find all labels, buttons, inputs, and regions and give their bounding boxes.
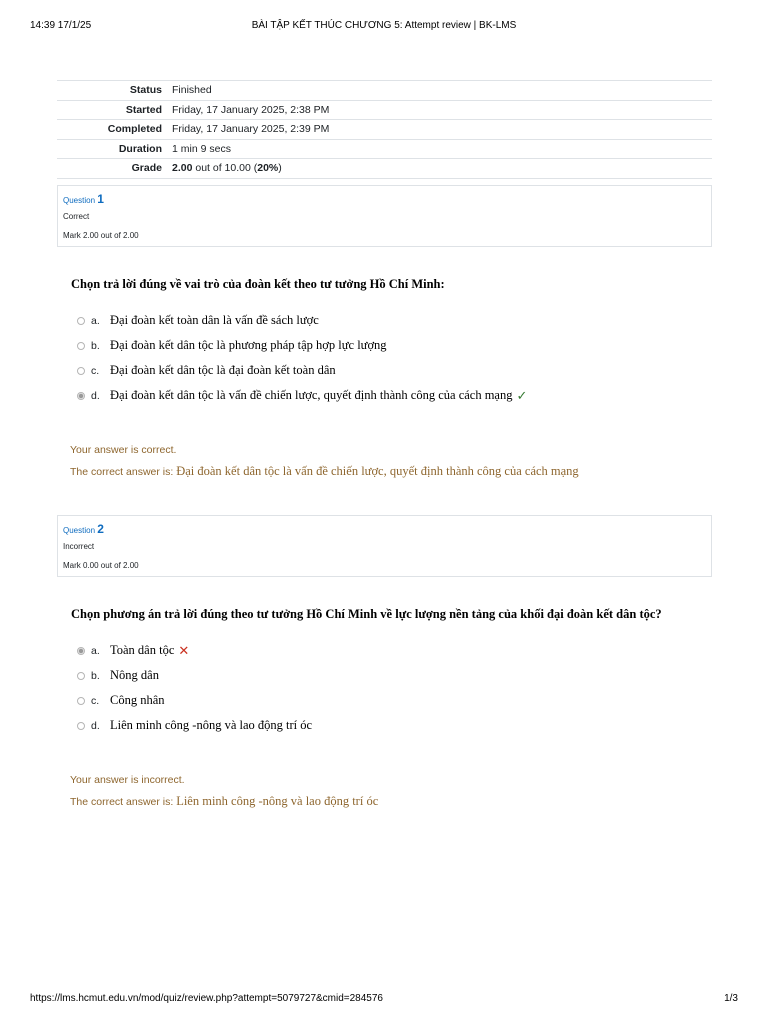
option-letter: b. <box>91 339 100 352</box>
grade-out-of: out of 10.00 ( <box>192 162 258 175</box>
answer-list-1 <box>77 308 527 408</box>
summary-value: Friday, 17 January 2025, 2:39 PM <box>172 123 330 136</box>
feedback-1 <box>70 444 579 479</box>
correct-answer <box>70 794 378 809</box>
question-text-2: Chọn phương án trả lời đúng theo tư tưởng Hồ Chí Minh về lực lượng nền tảng của khối đại đoàn kết dân tộc? <box>71 607 662 621</box>
option-letter: a. <box>91 644 100 657</box>
summary-label: Duration <box>118 142 162 155</box>
question-word: Question <box>63 196 98 205</box>
question-info-2 <box>57 515 712 577</box>
radio-icon <box>77 672 85 680</box>
option-text: Toàn dân tộc <box>110 643 175 657</box>
radio-icon <box>77 317 85 325</box>
radio-icon <box>77 697 85 705</box>
print-url: https://lms.hcmut.edu.vn/mod/quiz/review.php?attempt=5079727&cmid=284576 <box>30 993 383 1004</box>
radio-icon <box>77 722 85 730</box>
option-text: Đại đoàn kết dân tộc là đại đoàn kết toàn dân <box>110 363 336 377</box>
summary-row-completed <box>57 120 712 140</box>
correct-check-icon: ✓ <box>516 387 528 403</box>
feedback-2 <box>70 774 378 809</box>
question-num: 1 <box>97 192 104 206</box>
option-text: Đại đoàn kết toàn dân là vấn đề sách lược <box>110 313 319 327</box>
question-mark: Mark 2.00 out of 2.00 <box>63 231 139 240</box>
grade-percent: 20% <box>257 162 279 175</box>
grade-close: ) <box>278 162 282 175</box>
answer-option <box>77 308 527 333</box>
option-text: Đại đoàn kết dân tộc là vấn đề chiến lược, quyết định thành công của cách mạng <box>110 388 513 402</box>
radio-icon <box>77 342 85 350</box>
answer-option <box>77 358 527 383</box>
option-letter: b. <box>91 669 100 682</box>
question-number <box>63 192 104 206</box>
print-datetime: 14:39 17/1/25 <box>30 20 92 31</box>
correct-answer-text: Đại đoàn kết dân tộc là vấn đề chiến lược, quyết định thành công của cách mạng <box>176 464 579 478</box>
summary-label: Grade <box>131 162 162 175</box>
summary-value: Finished <box>172 84 212 97</box>
grade-score: 2.00 <box>172 162 193 175</box>
question-number <box>63 522 104 536</box>
answer-option <box>77 333 527 358</box>
option-letter: c. <box>91 364 100 377</box>
question-state: Correct <box>63 212 90 221</box>
correct-answer-prefix: The correct answer is: <box>70 466 177 478</box>
option-text: Liên minh công -nông và lao động trí óc <box>110 718 313 732</box>
correct-answer-prefix: The correct answer is: <box>70 796 177 808</box>
radio-checked-icon <box>77 647 85 655</box>
question-word: Question <box>63 526 98 535</box>
summary-row-status <box>57 81 712 101</box>
option-text: Công nhân <box>110 693 165 707</box>
summary-label: Started <box>125 103 162 116</box>
option-letter: a. <box>91 314 100 327</box>
question-mark: Mark 0.00 out of 2.00 <box>63 561 139 570</box>
correct-answer <box>70 464 579 479</box>
summary-label: Status <box>129 84 162 97</box>
answer-option <box>77 688 312 713</box>
answer-option-selected <box>77 383 527 408</box>
question-text-1: Chọn trả lời đúng về vai trò của đoàn kết theo tư tưởng Hồ Chí Minh: <box>71 277 445 291</box>
question-num: 2 <box>97 522 104 536</box>
answer-option <box>77 663 312 688</box>
summary-label: Completed <box>107 123 162 136</box>
feedback-state: Your answer is correct. <box>70 444 177 456</box>
grade-value <box>167 159 712 179</box>
option-letter: c. <box>91 694 100 707</box>
radio-checked-icon <box>77 392 85 400</box>
answer-list-2 <box>77 638 312 738</box>
question-info-1 <box>57 185 712 247</box>
question-state: Incorrect <box>63 542 95 551</box>
print-page-title: BÀI TẬP KẾT THÚC CHƯƠNG 5: Attempt review | BK-LMS <box>251 20 517 31</box>
attempt-summary-table <box>57 80 712 179</box>
answer-option-selected <box>77 638 312 663</box>
option-letter: d. <box>91 719 100 732</box>
feedback-state: Your answer is incorrect. <box>70 774 185 786</box>
summary-row-duration <box>57 139 712 159</box>
option-letter: d. <box>91 389 100 402</box>
print-page-number: 1/3 <box>724 993 738 1004</box>
answer-option <box>77 713 312 738</box>
summary-value: Friday, 17 January 2025, 2:38 PM <box>172 103 330 116</box>
summary-row-grade <box>57 159 712 179</box>
summary-value: 1 min 9 secs <box>172 142 231 155</box>
summary-row-started <box>57 100 712 120</box>
correct-answer-text: Liên minh công -nông và lao động trí óc <box>176 794 379 808</box>
option-text: Nông dân <box>110 668 159 682</box>
incorrect-cross-icon: ✕ <box>178 642 190 658</box>
option-text: Đại đoàn kết dân tộc là phương pháp tập hợp lực lượng <box>110 338 387 352</box>
radio-icon <box>77 367 85 375</box>
